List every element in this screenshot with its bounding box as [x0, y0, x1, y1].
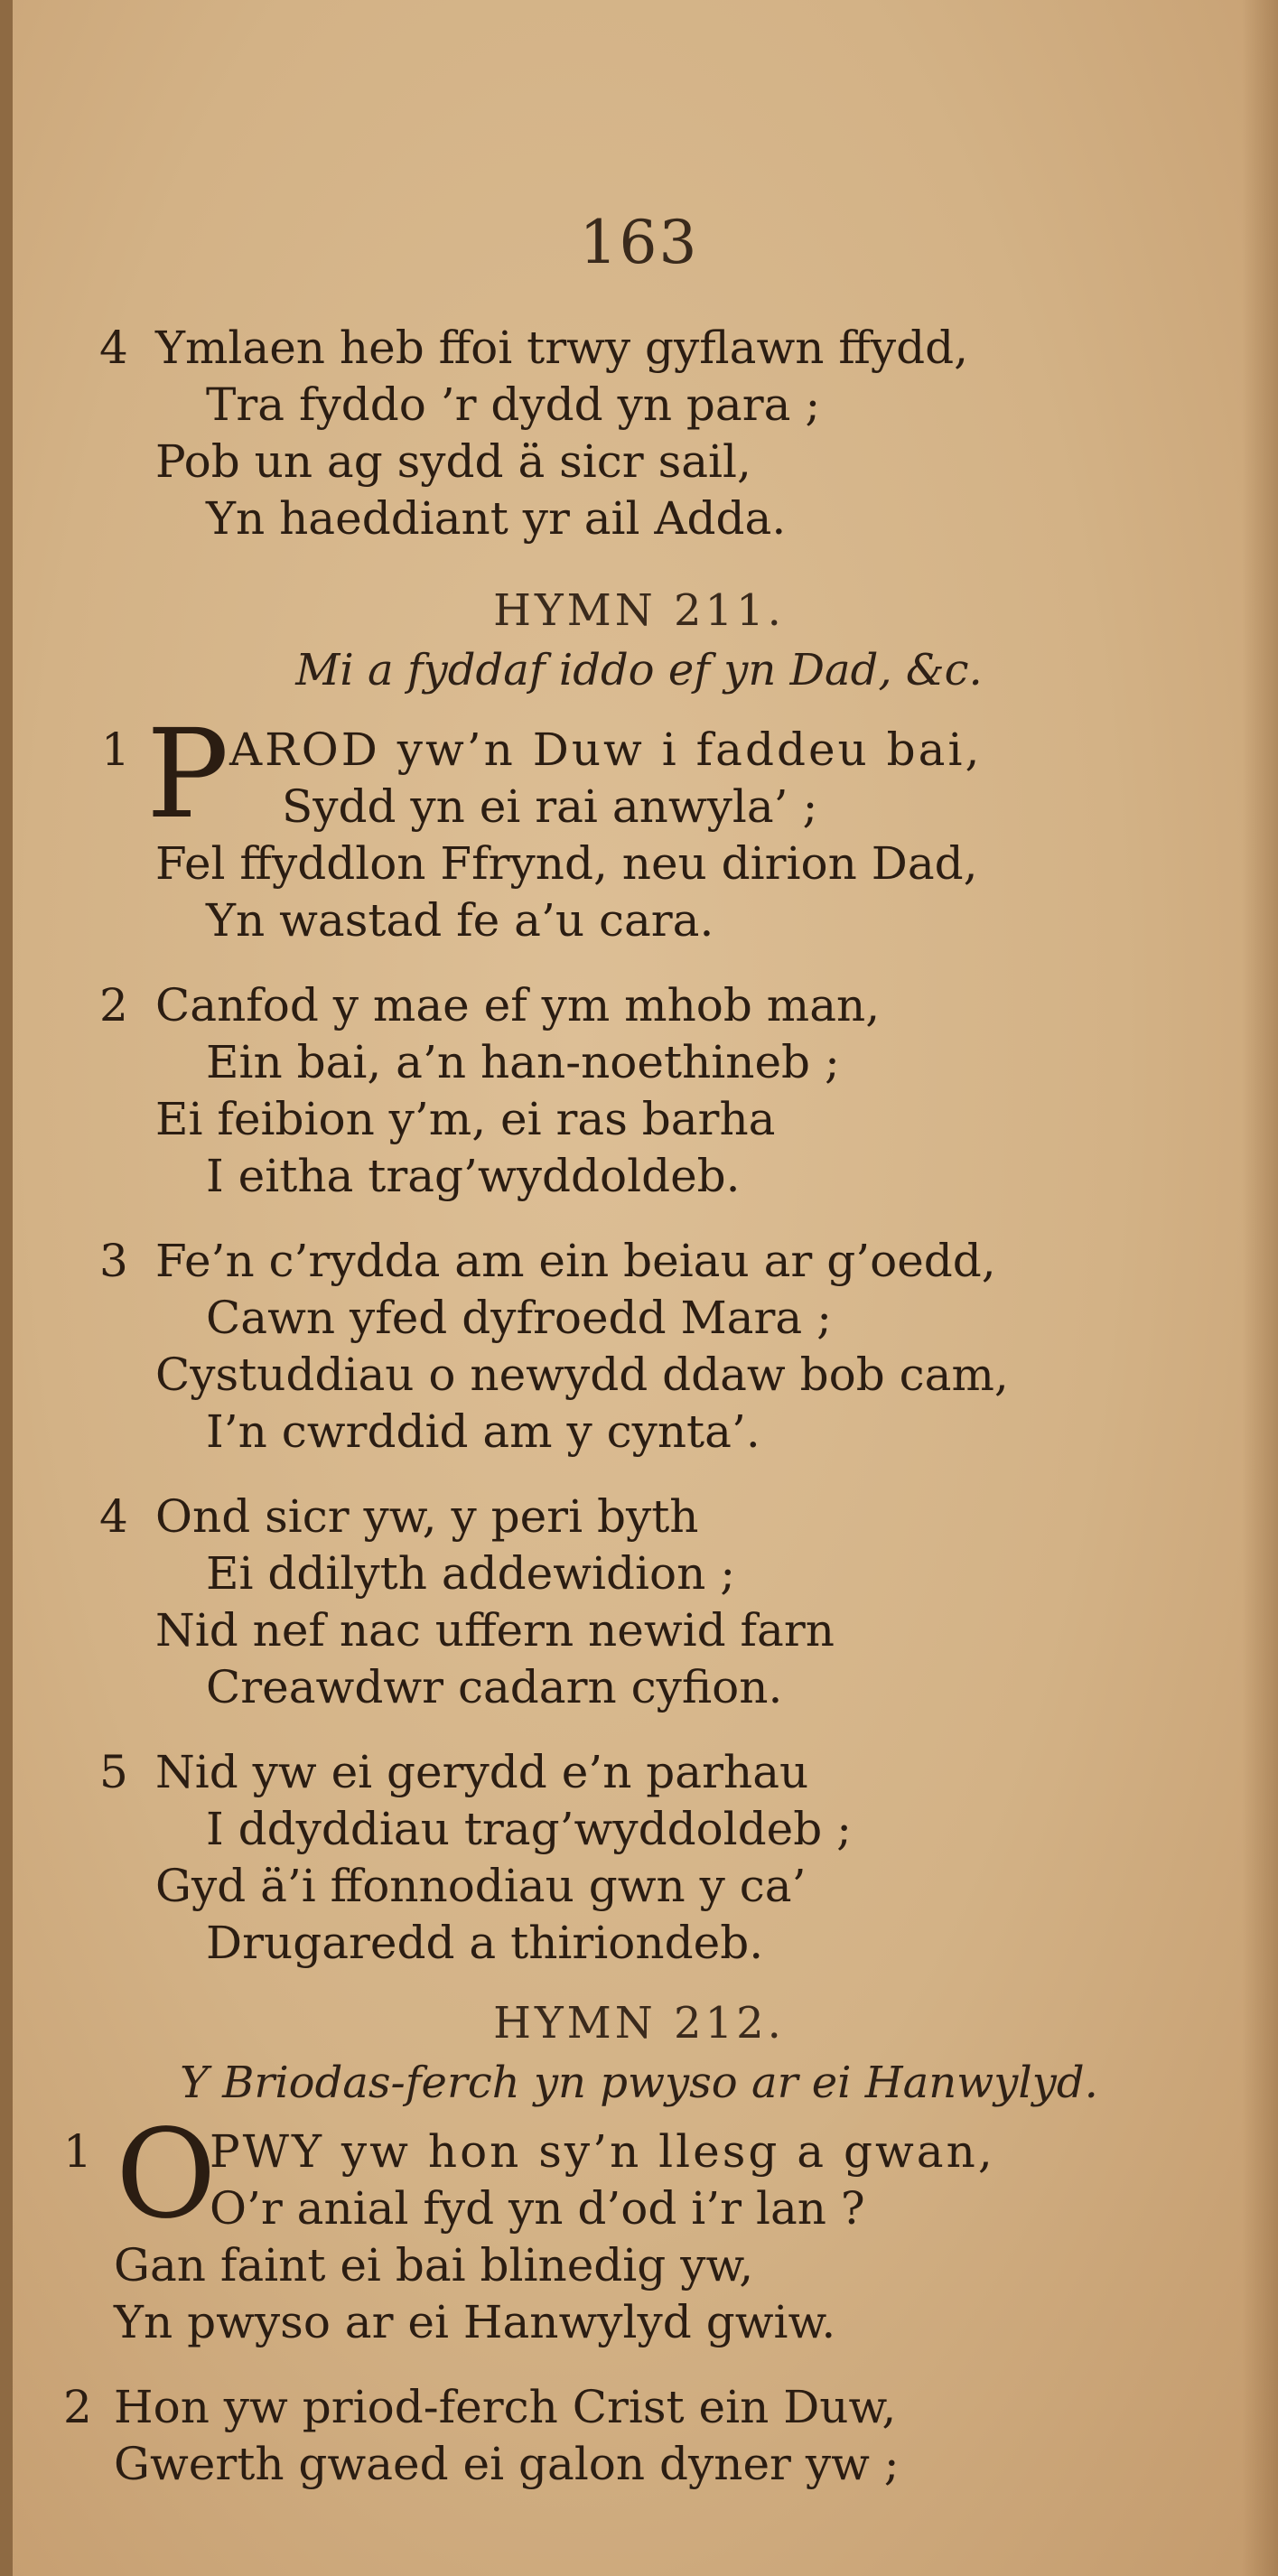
verse-line: Fel ffyddlon Ffrynd, neu dirion Dad, [155, 837, 978, 890]
verse-line: Sydd yn ei rai anwyla’ ; [282, 780, 818, 833]
verse-line: Gan faint ei bai blinedig yw, [114, 2239, 754, 2291]
verse-number: 1 [63, 2125, 92, 2178]
verse-line: Ymlaen heb ffoi trwy gyflawn ffydd, [155, 322, 969, 374]
hymn-subtitle: Y Briodas-ferch yn pwyso ar ei Hanwylyd. [180, 2058, 1098, 2108]
hymn-title: HYMN 211. [493, 585, 785, 636]
hymn-subtitle: Mi a fyddaf iddo ef yn Dad, &c. [295, 645, 983, 695]
verse-number: 4 [99, 1490, 128, 1543]
verse-line: Gyd ä’i ffonnodiau gwn y ca’ [155, 1860, 807, 1912]
verse-number: 2 [63, 2381, 92, 2433]
page-edge-left [0, 0, 13, 2576]
verse-line: Ei ddilyth addewidion ; [206, 1547, 736, 1600]
verse-line: Fe’n c’rydda am ein beiau ar g’oedd, [155, 1235, 996, 1287]
verse-number: 2 [99, 979, 128, 1031]
verse-number: 3 [99, 1235, 128, 1287]
verse-line: Yn pwyso ar ei Hanwylyd gwiw. [114, 2296, 836, 2348]
verse-line: O’r anial fyd yn d’od i’r lan ? [210, 2182, 865, 2235]
page-number: 163 [579, 208, 699, 277]
verse-line: Ond sicr yw, y peri byth [155, 1490, 699, 1543]
verse-number: 1 [101, 723, 130, 776]
page-edge-right [1242, 0, 1278, 2576]
verse-line: Drugaredd a thiriondeb. [206, 1917, 764, 1969]
verse-line: I ddyddiau trag’wyddoldeb ; [206, 1803, 853, 1855]
verse-number: 5 [99, 1746, 128, 1798]
verse-line: Tra fyddo ’r dydd yn para ; [206, 378, 821, 431]
drop-cap: O [116, 2104, 217, 2246]
verse-line: Canfod y mae ef ym mhob man, [155, 979, 881, 1031]
verse-line: Yn wastad fe a’u cara. [206, 894, 714, 947]
verse-line: Creawdwr cadarn cyfion. [206, 1661, 783, 1713]
verse-line: Nid yw ei gerydd e’n parhau [155, 1746, 809, 1798]
verse-line: Ei feibion y’m, ei ras barha [155, 1093, 776, 1145]
verse-number: 4 [99, 322, 128, 374]
hymn-title: HYMN 212. [493, 1998, 785, 2049]
verse-line: Pob un ag sydd ä sicr sail, [155, 435, 751, 488]
verse-line: Cawn yfed dyfroedd Mara ; [206, 1292, 832, 1344]
drop-cap: P [146, 704, 229, 846]
verse-line: PWY yw hon sy’n llesg a gwan, [210, 2125, 995, 2178]
verse-line: Hon yw priod-ferch Crist ein Duw, [114, 2381, 897, 2433]
verse-line: AROD yw’n Duw i faddeu bai, [229, 723, 983, 776]
verse-line: Cystuddiau o newydd ddaw bob cam, [155, 1349, 1009, 1401]
verse-line: I’n cwrddid am y cynta’. [206, 1405, 760, 1458]
verse-line: Gwerth gwaed ei galon dyner yw ; [114, 2438, 900, 2490]
verse-line: Yn haeddiant yr ail Adda. [206, 492, 787, 545]
verse-line: Nid nef nac uffern newid farn [155, 1604, 835, 1657]
verse-line: I eitha trag’wyddoldeb. [206, 1150, 741, 1202]
verse-line: Ein bai, a’n han-noethineb ; [206, 1036, 840, 1088]
